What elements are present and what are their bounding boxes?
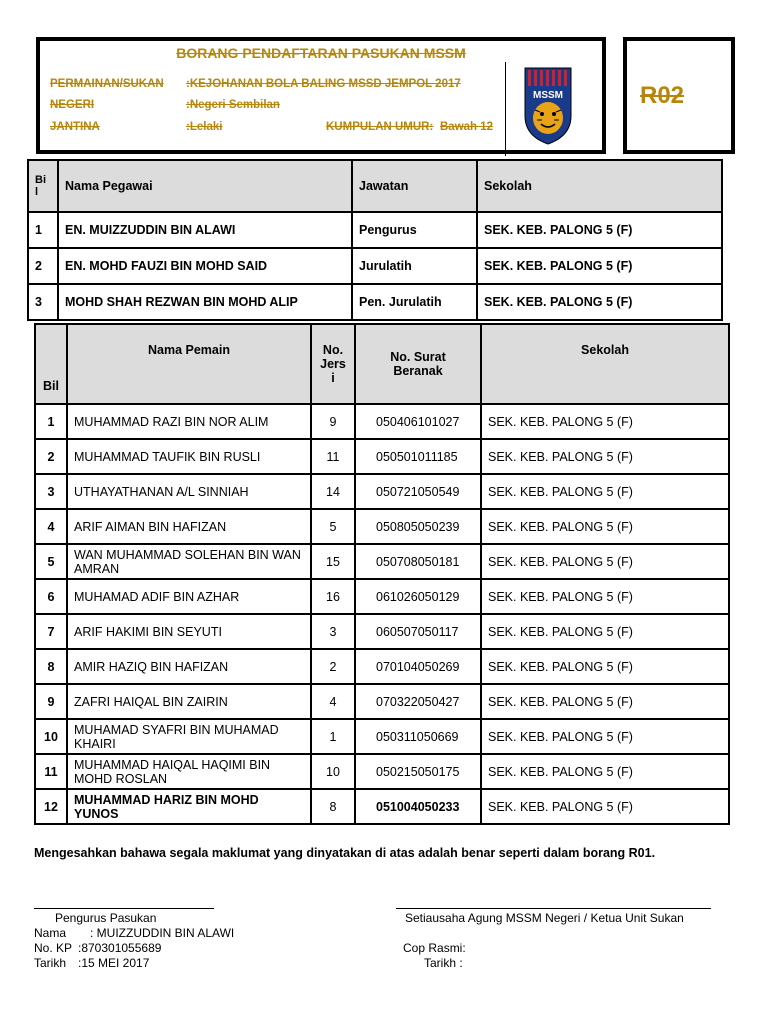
table-row: [35, 649, 729, 684]
player-jersey: 2: [311, 649, 355, 684]
staff-header-name: Nama Pegawai: [58, 160, 352, 212]
table-row: [35, 404, 729, 439]
staff-bil: 1: [28, 212, 58, 248]
staff-name: EN. MUIZZUDDIN BIN ALAWI: [58, 212, 352, 248]
date-value-left: :15 MEI 2017: [78, 956, 150, 970]
table-row: [35, 579, 729, 614]
staff-role: Pen. Jurulatih: [352, 284, 477, 320]
player-jersey: 8: [311, 789, 355, 824]
table-row: [35, 684, 729, 719]
player-name: MUHAMAD SYAFRI BIN MUHAMAD KHAIRI: [67, 719, 311, 754]
player-jersey: 16: [311, 579, 355, 614]
player-bil: 12: [35, 789, 67, 824]
player-school: SEK. KEB. PALONG 5 (F): [481, 719, 729, 754]
staff-header-role: Jawatan: [352, 160, 477, 212]
players-header-cert: No. Surat Beranak: [355, 324, 481, 404]
player-school: SEK. KEB. PALONG 5 (F): [481, 789, 729, 824]
form-title: BORANG PENDAFTARAN PASUKAN MSSM: [176, 45, 466, 61]
kp-label: No. KP: [34, 941, 73, 955]
manager-title: Pengurus Pasukan: [55, 911, 157, 925]
player-school: SEK. KEB. PALONG 5 (F): [481, 544, 729, 579]
player-cert: 060507050117: [355, 614, 481, 649]
player-bil: 11: [35, 754, 67, 789]
staff-table: [27, 159, 723, 321]
player-cert: 050805050239: [355, 509, 481, 544]
players-header-school: Sekolah: [481, 324, 729, 404]
player-jersey: 3: [311, 614, 355, 649]
confirmation-text: Mengesahkan bahawa segala maklumat yang dinyatakan di atas adalah benar seperti dalam borang R01.: [34, 846, 656, 860]
player-school: SEK. KEB. PALONG 5 (F): [481, 474, 729, 509]
player-bil: 9: [35, 684, 67, 719]
player-cert: 050721050549: [355, 474, 481, 509]
player-jersey: 5: [311, 509, 355, 544]
state-value: :Negeri Sembilan: [186, 99, 280, 111]
player-jersey: 15: [311, 544, 355, 579]
age-group-value: Bawah 12: [440, 121, 494, 133]
staff-school: SEK. KEB. PALONG 5 (F): [477, 248, 722, 284]
player-school: SEK. KEB. PALONG 5 (F): [481, 439, 729, 474]
player-cert: 050215050175: [355, 754, 481, 789]
player-name: UTHAYATHANAN A/L SINNIAH: [67, 474, 311, 509]
player-name: MUHAMMAD HAIQAL HAQIMI BIN MOHD ROSLAN: [67, 754, 311, 789]
player-name: ARIF AIMAN BIN HAFIZAN: [67, 509, 311, 544]
table-row: [35, 544, 729, 579]
player-cert: 050406101027: [355, 404, 481, 439]
table-row: [35, 439, 729, 474]
player-bil: 3: [35, 474, 67, 509]
sport-label: PERMAINAN/SUKAN: [50, 78, 164, 90]
player-school: SEK. KEB. PALONG 5 (F): [481, 579, 729, 614]
name-value: : MUIZZUDDIN BIN ALAWI: [90, 926, 235, 940]
staff-header-row: [28, 160, 722, 212]
table-row: [35, 509, 729, 544]
staff-role: Jurulatih: [352, 248, 477, 284]
player-bil: 5: [35, 544, 67, 579]
player-jersey: 11: [311, 439, 355, 474]
player-cert: 070104050269: [355, 649, 481, 684]
header-divider: [505, 62, 506, 156]
player-bil: 1: [35, 404, 67, 439]
player-name: MUHAMAD ADIF BIN AZHAR: [67, 579, 311, 614]
signature-line-right: [396, 908, 711, 909]
player-school: SEK. KEB. PALONG 5 (F): [481, 509, 729, 544]
player-bil: 4: [35, 509, 67, 544]
player-name: ARIF HAKIMI BIN SEYUTI: [67, 614, 311, 649]
player-cert: 050311050669: [355, 719, 481, 754]
svg-text:MSSM: MSSM: [533, 90, 563, 101]
date-label-left: Tarikh: [34, 956, 67, 970]
table-row: [35, 789, 729, 824]
signature-line-left: [34, 908, 214, 909]
staff-school: SEK. KEB. PALONG 5 (F): [477, 284, 722, 320]
date-label-right: Tarikh :: [424, 956, 463, 970]
table-row: [35, 719, 729, 754]
players-header-jersey: No. Jers i: [311, 324, 355, 404]
table-row: [28, 248, 722, 284]
player-school: SEK. KEB. PALONG 5 (F): [481, 649, 729, 684]
player-name: ZAFRI HAIQAL BIN ZAIRIN: [67, 684, 311, 719]
player-jersey: 4: [311, 684, 355, 719]
players-table: [34, 323, 730, 825]
table-row: [28, 284, 722, 320]
players-header-name: Nama Pemain: [67, 324, 311, 404]
sport-value: :KEJOHANAN BOLA BALING MSSD JEMPOL 2017: [186, 78, 461, 90]
table-row: [28, 212, 722, 248]
staff-header-bil: Bi l: [28, 160, 58, 212]
player-cert: 050501011185: [355, 439, 481, 474]
staff-bil: 2: [28, 248, 58, 284]
mssm-logo: [523, 66, 573, 146]
staff-name: EN. MOHD FAUZI BIN MOHD SAID: [58, 248, 352, 284]
player-bil: 8: [35, 649, 67, 684]
age-group-label: KUMPULAN UMUR:: [326, 121, 434, 133]
table-row: [35, 474, 729, 509]
table-row: [35, 614, 729, 649]
player-bil: 2: [35, 439, 67, 474]
player-cert: 070322050427: [355, 684, 481, 719]
form-code: R02: [640, 82, 685, 109]
player-school: SEK. KEB. PALONG 5 (F): [481, 614, 729, 649]
kp-value: :870301055689: [78, 941, 162, 955]
staff-header-school: Sekolah: [477, 160, 722, 212]
player-jersey: 14: [311, 474, 355, 509]
name-label: Nama: [34, 926, 67, 940]
player-cert: 061026050129: [355, 579, 481, 614]
players-header-row: [35, 324, 729, 404]
gender-value: :Lelaki: [186, 121, 223, 133]
staff-role: Pengurus: [352, 212, 477, 248]
player-bil: 6: [35, 579, 67, 614]
player-name: MUHAMMAD HARIZ BIN MOHD YUNOS: [67, 789, 311, 824]
player-school: SEK. KEB. PALONG 5 (F): [481, 754, 729, 789]
secretary-title: Setiausaha Agung MSSM Negeri / Ketua Unit Sukan: [405, 911, 684, 925]
player-jersey: 9: [311, 404, 355, 439]
player-name: MUHAMMAD RAZI BIN NOR ALIM: [67, 404, 311, 439]
player-school: SEK. KEB. PALONG 5 (F): [481, 684, 729, 719]
table-row: [35, 754, 729, 789]
player-name: AMIR HAZIQ BIN HAFIZAN: [67, 649, 311, 684]
gender-label: JANTINA: [50, 121, 100, 133]
player-name: MUHAMMAD TAUFIK BIN RUSLI: [67, 439, 311, 474]
player-jersey: 10: [311, 754, 355, 789]
staff-name: MOHD SHAH REZWAN BIN MOHD ALIP: [58, 284, 352, 320]
staff-bil: 3: [28, 284, 58, 320]
player-bil: 7: [35, 614, 67, 649]
staff-school: SEK. KEB. PALONG 5 (F): [477, 212, 722, 248]
player-cert: 050708050181: [355, 544, 481, 579]
player-bil: 10: [35, 719, 67, 754]
cop-label: Cop Rasmi:: [403, 941, 466, 955]
state-label: NEGERI: [50, 99, 95, 111]
player-school: SEK. KEB. PALONG 5 (F): [481, 404, 729, 439]
players-header-bil: Bil: [35, 324, 67, 404]
player-jersey: 1: [311, 719, 355, 754]
player-cert: 051004050233: [355, 789, 481, 824]
player-name: WAN MUHAMMAD SOLEHAN BIN WAN AMRAN: [67, 544, 311, 579]
